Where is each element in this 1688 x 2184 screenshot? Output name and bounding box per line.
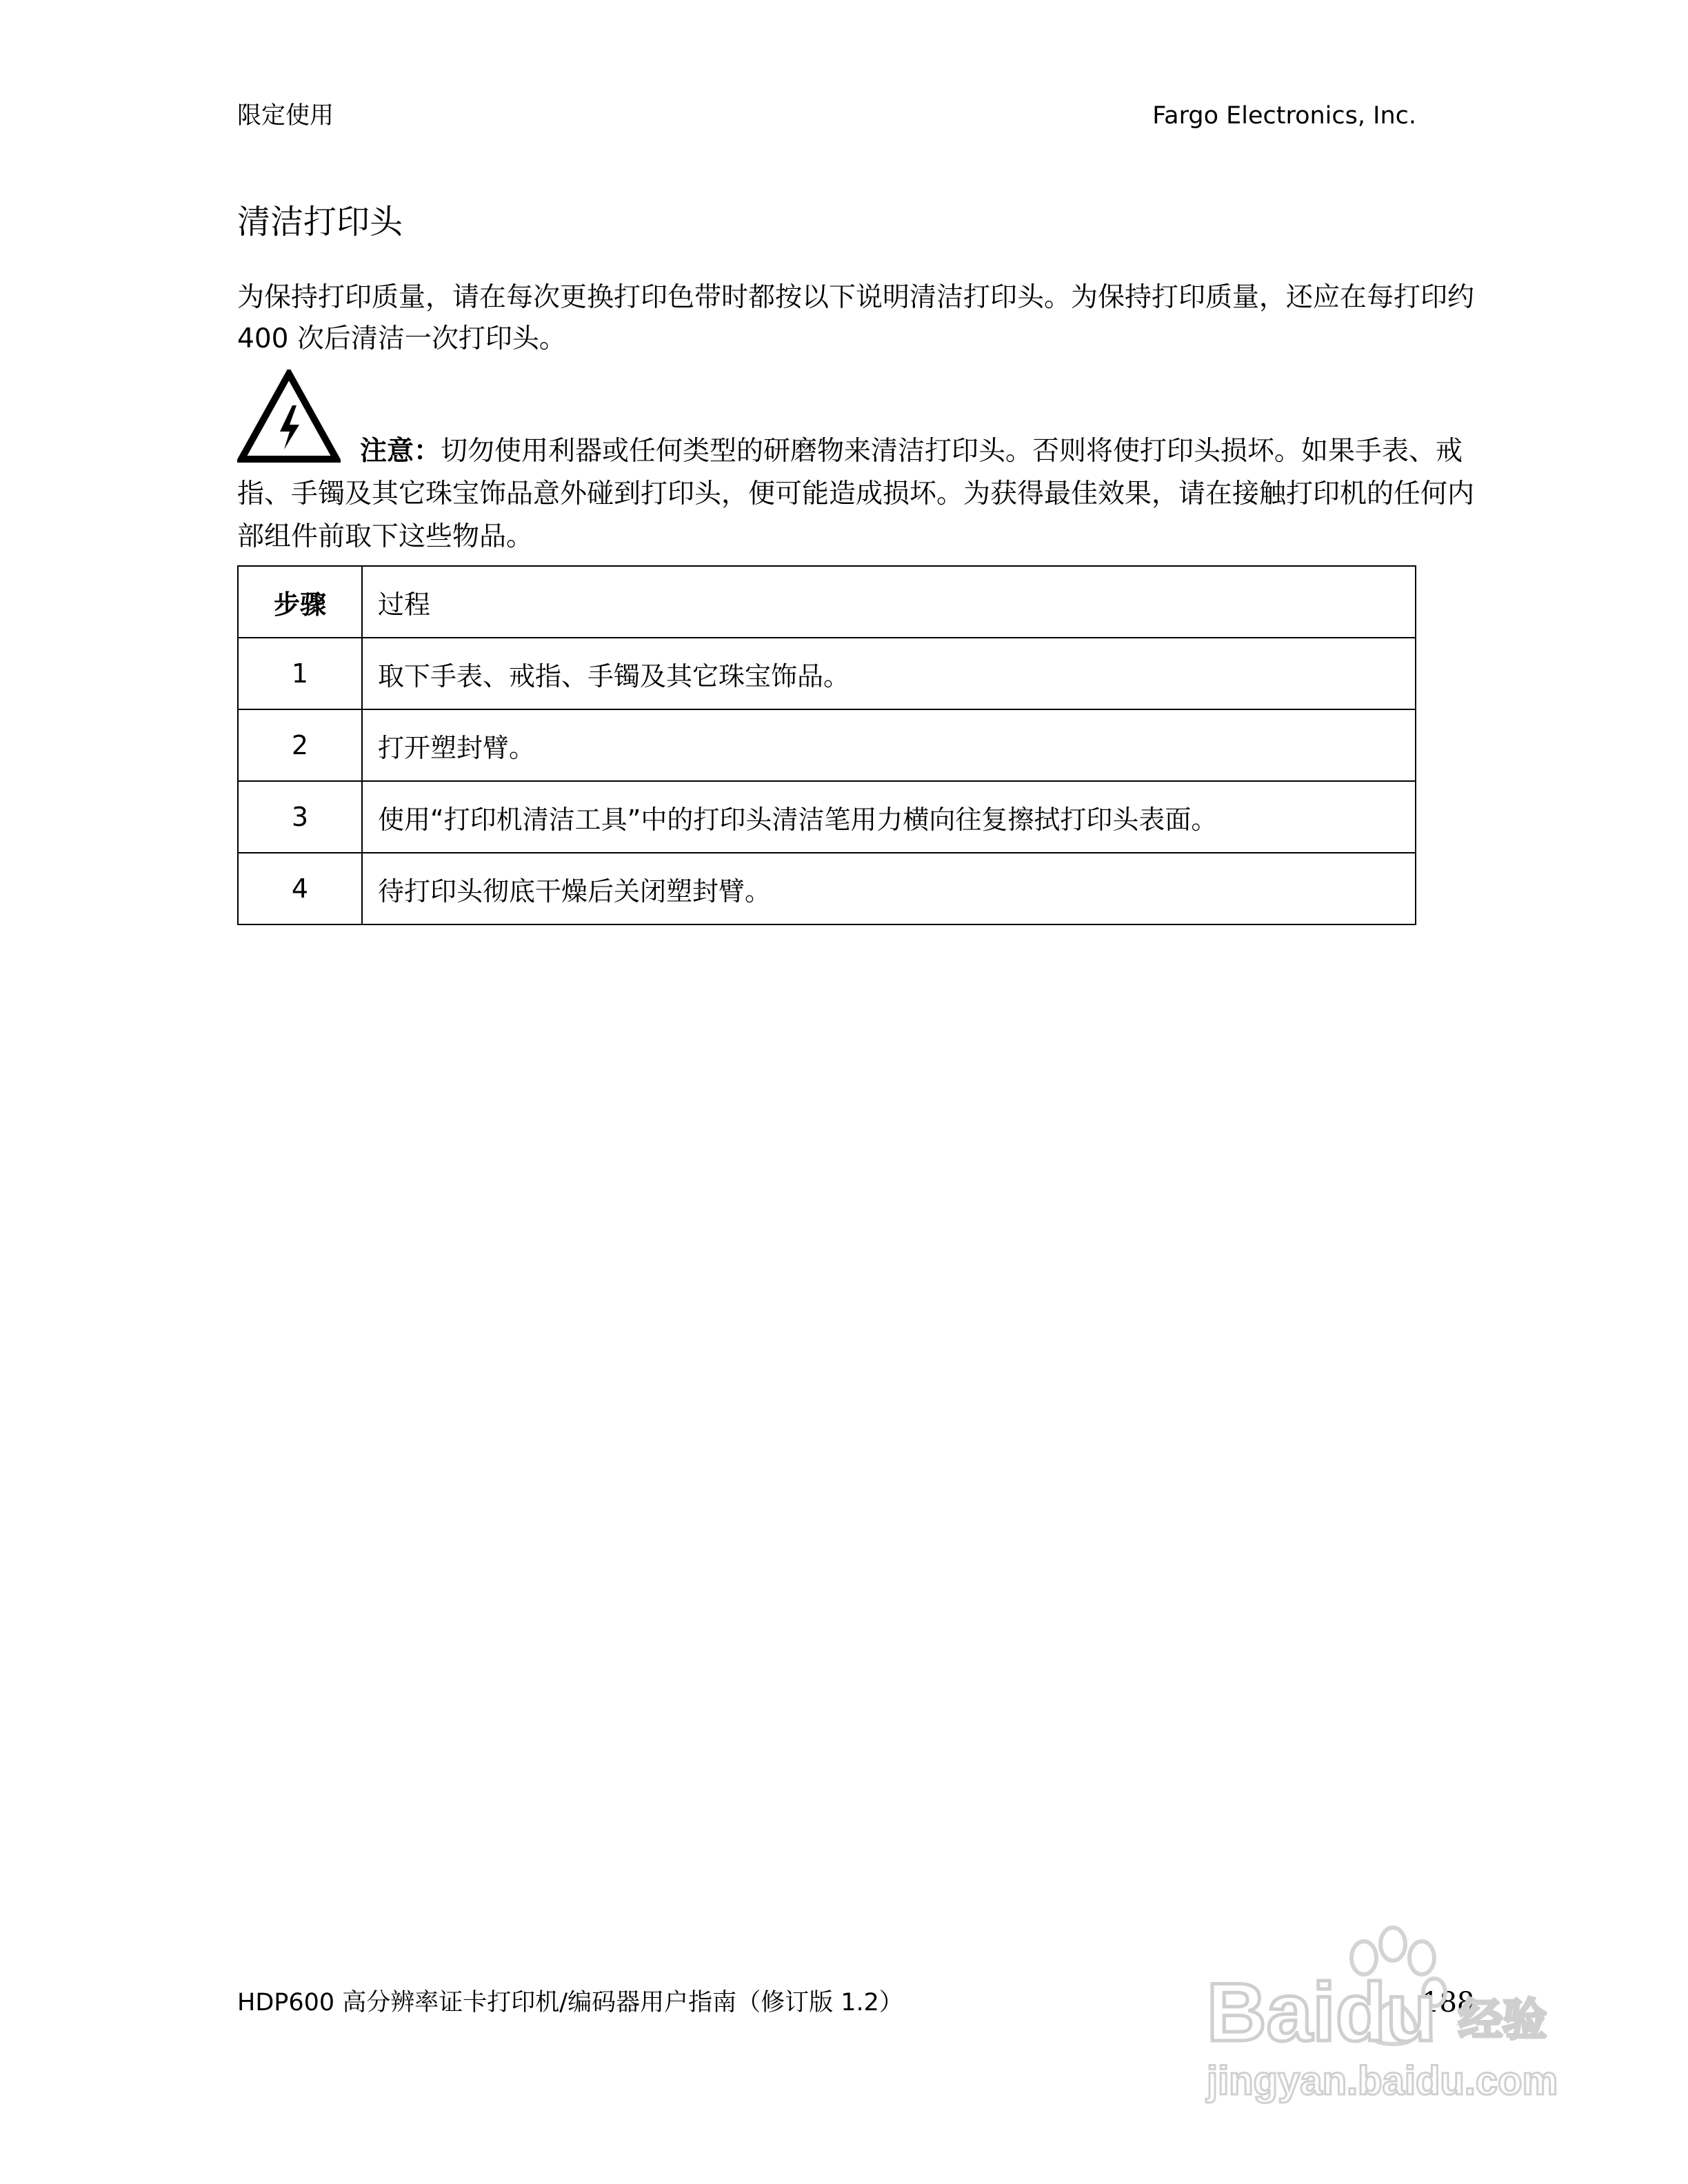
header-step: 步骤	[238, 566, 362, 638]
watermark-suffix: 经验	[1458, 1995, 1547, 2046]
step-number: 3	[238, 781, 362, 853]
caution-label: 注意：	[360, 436, 441, 467]
step-text: 使用“打印机清洁工具”中的打印头清洁笔用力横向往复擦拭打印头表面。	[362, 781, 1416, 853]
section-title: 清洁打印头	[237, 203, 403, 241]
step-number: 4	[238, 853, 362, 924]
table-row	[238, 781, 1416, 853]
step-text: 待打印头彻底干燥后关闭塑封臂。	[362, 853, 1416, 924]
header-right: Fargo Electronics, Inc.	[1152, 102, 1416, 130]
caution-paragraph	[237, 430, 1485, 558]
step-number: 2	[238, 709, 362, 781]
baidu-jingyan-watermark	[1186, 1903, 1572, 2110]
watermark-url: jingyan.baidu.com	[1207, 2059, 1558, 2103]
watermark-logo: Baidu	[1207, 1966, 1437, 2059]
table-row	[238, 853, 1416, 924]
footer-text: HDP600 高分辨率证卡打印机/编码器用户指南（修订版 1.2）	[237, 1989, 903, 2016]
header-left: 限定使用	[237, 102, 334, 130]
intro-paragraph: 为保持打印质量，请在每次更换打印色带时都按以下说明清洁打印头。为保持打印质量，还应在每打印约 400 次后清洁一次打印头。	[237, 282, 1475, 354]
step-text: 取下手表、戒指、手镯及其它珠宝饰品。	[362, 638, 1416, 709]
table-header-row	[238, 566, 1416, 638]
step-text: 打开塑封臂。	[362, 709, 1416, 781]
step-number: 1	[238, 638, 362, 709]
table-row	[238, 638, 1416, 709]
page-number: 188	[1422, 1987, 1475, 2019]
steps-table	[237, 565, 1416, 925]
header-process: 过程	[362, 566, 1416, 638]
table-row	[238, 709, 1416, 781]
caution-text: 切勿使用利器或任何类型的研磨物来清洁打印头。否则将使打印头损坏。如果手表、戒指、手镯及其它珠宝饰品意外碰到打印头，便可能造成损坏。为获得最佳效果，请在接触打印机的任何内部组件前取下这些物品。	[237, 436, 1475, 552]
